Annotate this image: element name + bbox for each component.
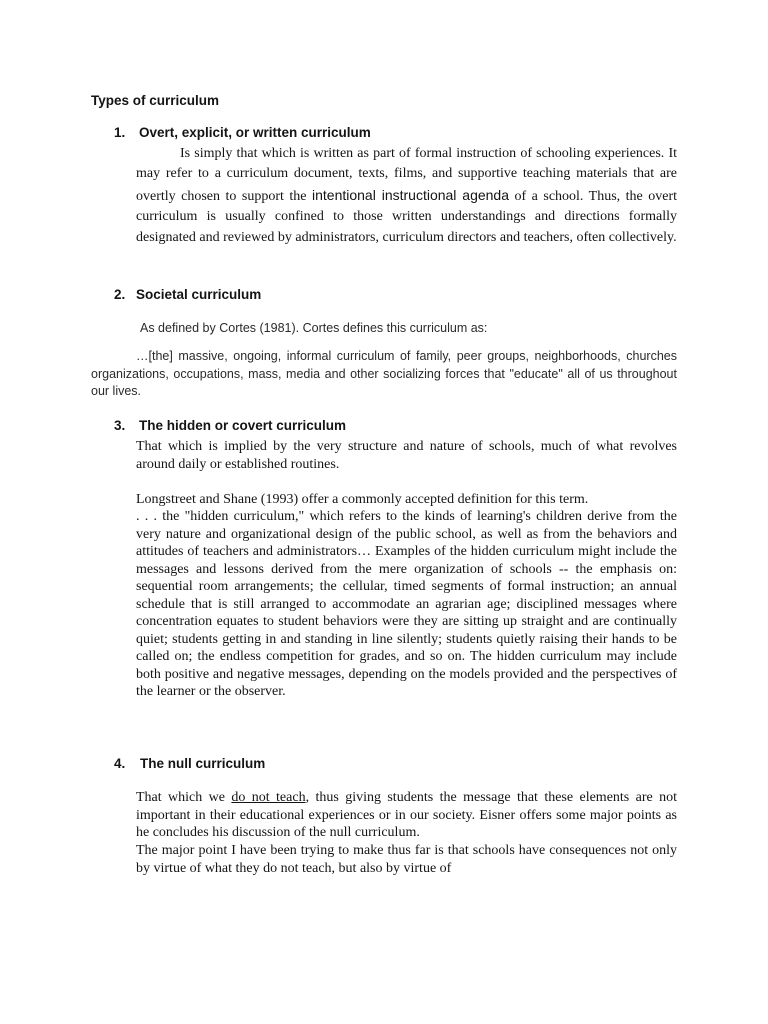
section-4-paragraph-2: The major point I have been trying to make thus far is that schools have consequences not only by virtue of what they do not teach, but also by virtue of xyxy=(136,843,677,876)
document-title: Types of curriculum xyxy=(91,93,220,108)
section-3-paragraph-1: That which is implied by the very structure and nature of schools, much of what revolves around daily or established routines. xyxy=(136,439,677,472)
section-3-paragraph-2: Longstreet and Shane (1993) offer a commonly accepted definition for this term. xyxy=(136,492,589,507)
section-4-title: The null curriculum xyxy=(140,756,266,771)
section-3-title: The hidden or covert curriculum xyxy=(139,418,347,433)
section-2-quote: …[the] massive, ongoing, informal curriculum of family, peer groups, neighborhoods, churches organizations, occupations, mass, media and other socializing forces that "educate" all of us throughout our lives. xyxy=(91,349,677,398)
section-4-number: 4. xyxy=(114,756,126,771)
section-3-number: 3. xyxy=(114,418,126,433)
section-3-quote: . . . the "hidden curriculum," which refers to the kinds of learning's children derive from the very nature and organizational design of the public school, as well as from the behaviors and attitudes of teachers and administrators… Examples of the hidden curriculum might include the messages and lessons derived from the mere organization of schools -- the emphasis on: sequential room arrangements; the cellular, timed segments of formal instruction; an annual schedule that is still arranged to accommodate an agrarian age; disciplined messages where concentration equates to student behaviors were they are sitting up straight and are continually quiet; students getting in and standing in line silently; students quietly raising their hands to be called on; the endless competition for grades, and so on. The hidden curriculum may include both positive and negative messages, depending on the models provided and the perspectives of the learner or the observer. xyxy=(136,509,677,699)
section-2-number: 2. xyxy=(114,287,126,302)
section-1-number: 1. xyxy=(114,125,126,140)
section-1-title: Overt, explicit, or written curriculum xyxy=(139,125,371,140)
section-2-intro: As defined by Cortes (1981). Cortes defines this curriculum as: xyxy=(140,321,488,335)
section-4-underlined-text: do not teach xyxy=(231,790,306,805)
section-1-emphasis: intentional instructional agenda xyxy=(312,186,510,203)
section-1-paragraph: Is simply that which is written as part of formal instruction of schooling experiences. It may refer to a curriculum document, texts, films, and supportive teaching materials that are overtly chosen to support the intentional instructional agenda of a school. Thus, the overt curriculum is usually confined to those written understandings and directions formally designated and reviewed by administrators, curriculum directors and teachers, often collectively. xyxy=(136,146,678,245)
section-4-paragraph-1: That which we do not teach, thus giving students the message that these elements are not important in their educational experiences or in our society. Eisner offers some major points as he concludes his discussion of the null curriculum. xyxy=(136,790,677,840)
section-2-title: Societal curriculum xyxy=(136,287,262,302)
